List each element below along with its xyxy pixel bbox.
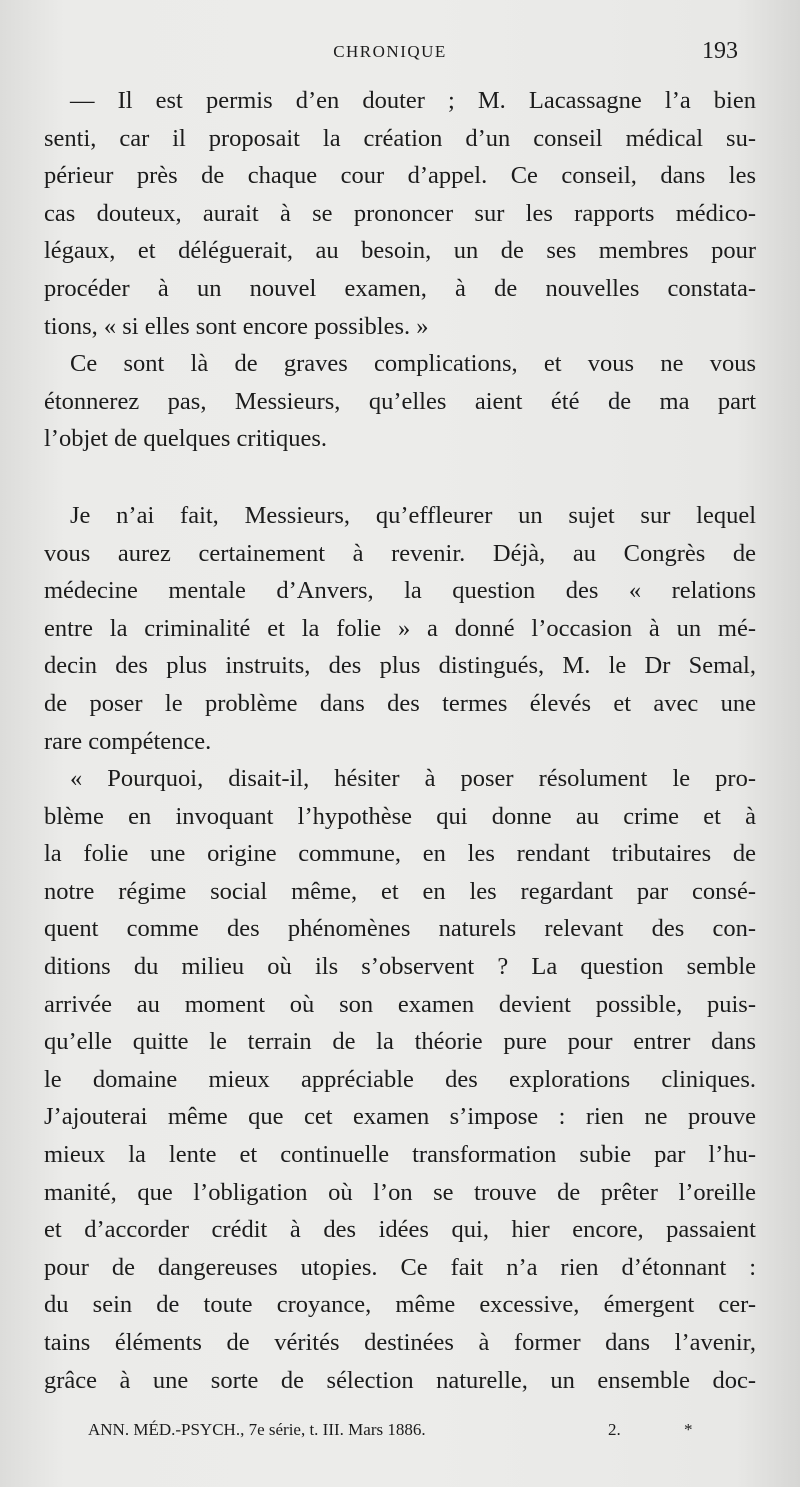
text-line: senti, car il proposait la création d’un conseil médical su- [44, 124, 756, 152]
text-line: mieux la lente et continuelle transformation subie par l’hu- [44, 1141, 756, 1169]
paragraph [44, 760, 756, 1399]
text-line: blème en invoquant l’hypothèse qui donne au crime et à [44, 802, 756, 830]
text-line: la folie une origine commune, en les rendant tributaires de [44, 840, 756, 868]
paragraph-gap [44, 458, 756, 497]
text-line: ditions du milieu où ils s’observent ? La question semble [44, 953, 756, 981]
text-line: le domaine mieux appréciable des explorations cliniques. [44, 1065, 756, 1093]
text-line: notre régime social même, et en les regardant par consé- [44, 877, 756, 905]
page-number: 193 [702, 38, 738, 64]
text-line: qu’elle quitte le terrain de la théorie pure pour entrer dans [44, 1028, 756, 1056]
text-line: l’objet de quelques critiques. [44, 425, 328, 453]
text-line: arrivée au moment où son examen devient possible, puis- [44, 990, 756, 1018]
text-line: decin des plus instruits, des plus distingués, M. le Dr Semal, [44, 652, 756, 680]
text-line: J’ajouterai même que cet examen s’impose : rien ne prouve [44, 1103, 756, 1131]
text-line: périeur près de chaque cour d’appel. Ce conseil, dans les [44, 162, 756, 190]
signature-line: ANN. MÉD.-PSYCH., 7e série, t. III. Mars 1886. [88, 1420, 426, 1439]
sheet-number: 2. [608, 1420, 621, 1439]
running-head: CHRONIQUE [333, 42, 447, 61]
text-line: Je n’ai fait, Messieurs, qu’effleurer un sujet sur lequel [70, 501, 756, 529]
text-line: Ce sont là de graves complications, et vous ne vous [70, 350, 756, 378]
text-line: vous aurez certainement à revenir. Déjà, au Congrès de [44, 539, 756, 567]
star-mark: * [684, 1420, 693, 1439]
text-line: rare compétence. [44, 727, 212, 755]
text-line: tains éléments de vérités destinées à former dans l’avenir, [44, 1329, 756, 1356]
text-line: de poser le problème dans des termes élevés et avec une [44, 689, 756, 717]
text-line: entre la criminalité et la folie » a donné l’occasion à un mé- [44, 614, 756, 642]
text-line: pour de dangereuses utopies. Ce fait n’a rien d’étonnant : [44, 1253, 756, 1281]
paragraph [44, 82, 756, 345]
text-line: « Pourquoi, disait-il, hésiter à poser résolument le pro- [70, 765, 756, 793]
text-line: cas douteux, aurait à se prononcer sur les rapports médico- [44, 199, 756, 227]
text-line: du sein de toute croyance, même excessive, émergent cer- [44, 1291, 756, 1319]
text-line: quent comme des phénomènes naturels relevant des con- [44, 915, 756, 943]
page-header [40, 38, 740, 68]
text-line: tions, « si elles sont encore possibles. » [44, 312, 429, 340]
paragraph [44, 345, 756, 458]
body-text [44, 82, 756, 1399]
text-line: procéder à un nouvel examen, à de nouvelles constata- [44, 274, 756, 302]
text-line: médecine mentale d’Anvers, la question des « relations [44, 577, 756, 605]
text-line: légaux, et déléguerait, au besoin, un de ses membres pour [44, 237, 756, 265]
text-line: grâce à une sorte de sélection naturelle, un ensemble doc- [44, 1366, 756, 1394]
text-line: — Il est permis d’en douter ; M. Lacassagne l’a bien [70, 87, 756, 114]
paragraph [44, 497, 756, 760]
text-line: et d’accorder crédit à des idées qui, hier encore, passaient [44, 1216, 756, 1244]
text-line: étonnerez pas, Messieurs, qu’elles aient été de ma part [44, 387, 756, 415]
text-line: manité, que l’obligation où l’on se trouve de prêter l’oreille [44, 1178, 756, 1206]
